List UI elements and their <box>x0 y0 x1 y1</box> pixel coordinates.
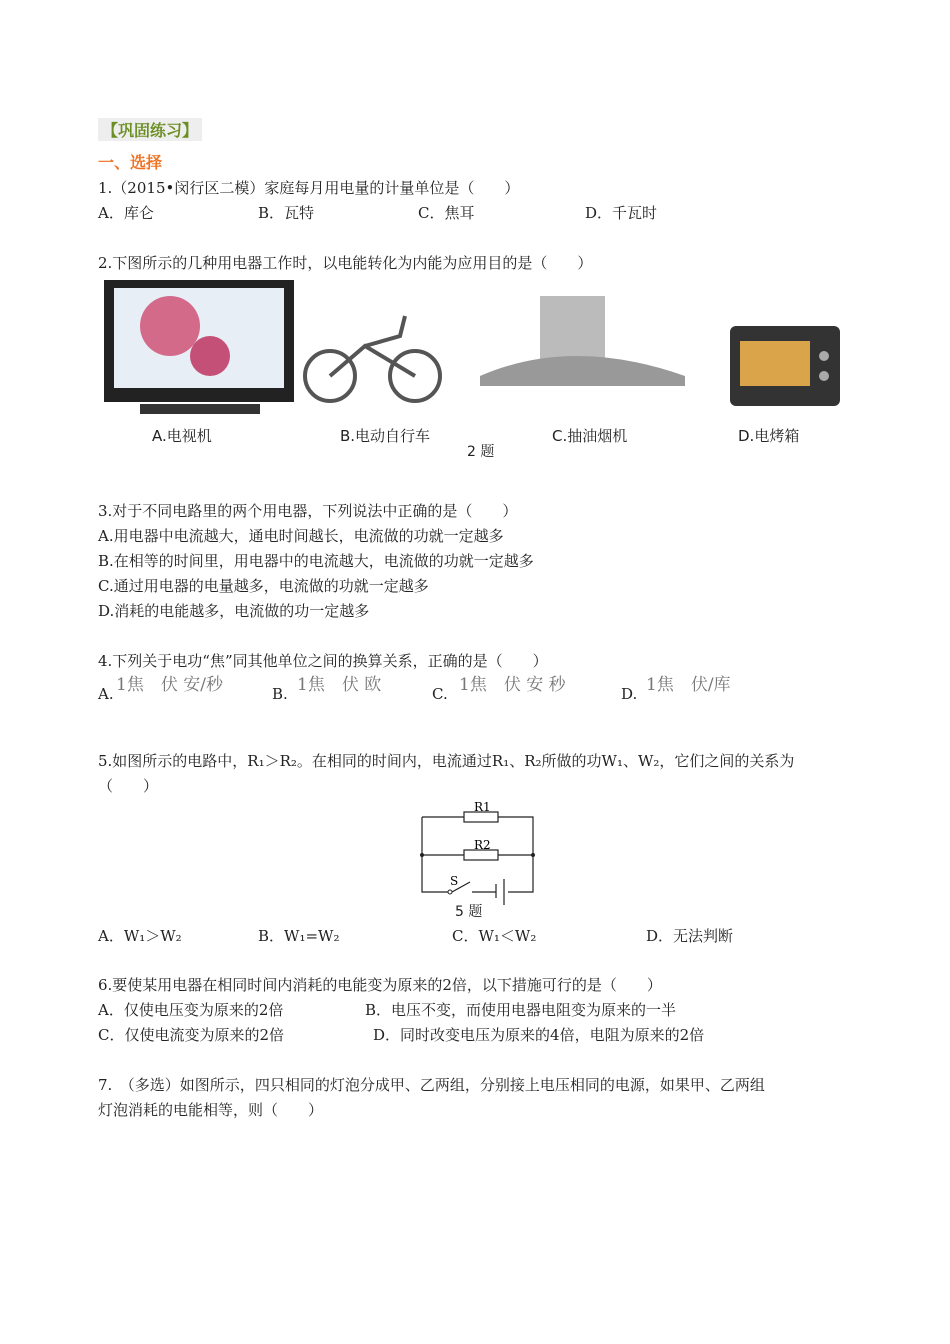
q6-option-b: B．电压不变，而使用电器电阻变为原来的一半 <box>365 1001 677 1019</box>
q1-option-c: C．焦耳 <box>418 204 475 222</box>
q2-label-d: D.电烤箱 <box>738 427 800 445</box>
q5-option-b: B．W₁=W₂ <box>258 927 340 945</box>
q2-appliance-images <box>100 276 860 426</box>
q5-circuit-diagram <box>400 795 560 905</box>
q5-option-a: A．W₁＞W₂ <box>98 927 182 945</box>
q6-option-d: D．同时改变电压为原来的4倍，电阻为原来的2倍 <box>373 1026 705 1044</box>
q1-option-a: A．库仑 <box>98 204 154 222</box>
q6-stem: 6.要使某用电器在相同时间内消耗的电能变为原来的2倍，以下措施可行的是（ ） <box>98 976 662 994</box>
r1-label: R1 <box>474 800 491 814</box>
q5-caption: 5 题 <box>455 904 483 920</box>
q4-letter-d: D. <box>621 685 638 703</box>
q4-letter-a: A. <box>98 685 114 703</box>
q4-letter-c: C. <box>432 685 448 703</box>
range-hood-image <box>480 296 685 386</box>
q2-label-c: C.抽油烟机 <box>552 427 628 445</box>
q2-caption: 2 题 <box>467 444 495 460</box>
q3-option-c: C.通过用电器的电量越多，电流做的功就一定越多 <box>98 577 429 595</box>
q2-stem: 2.下图所示的几种用电器工作时，以电能转化为内能为应用目的是（ ） <box>98 254 593 272</box>
q3-option-a: A.用电器中电流越大，通电时间越长，电流做的功就一定越多 <box>98 527 504 545</box>
q5-option-d: D．无法判断 <box>646 927 734 945</box>
q3-option-b: B.在相等的时间里，用电器中的电流越大，电流做的功就一定越多 <box>98 552 534 570</box>
section-title: 一、选择 <box>98 153 163 172</box>
q2-label-a: A.电视机 <box>152 427 212 445</box>
q4-option-b: 1焦 伏 欧 <box>297 675 382 695</box>
r2-label: R2 <box>474 838 491 852</box>
tv-image <box>104 280 294 414</box>
q6-option-a: A．仅使电压变为原来的2倍 <box>98 1001 284 1019</box>
q5-stem: 5.如图所示的电路中，R₁＞R₂。在相同的时间内，电流通过R₁、R₂所做的功W₁、W₂，它们之间的关系为 <box>98 752 795 770</box>
q5-stem-cont: （ ） <box>98 777 159 795</box>
heading: 【巩固练习】 <box>98 118 202 141</box>
q4-option-a: 1焦 伏 安/秒 <box>116 675 223 695</box>
q4-letter-b: B. <box>272 685 288 703</box>
q4-stem: 4.下列关于电功“焦”同其他单位之间的换算关系，正确的是（ ） <box>98 652 548 670</box>
q6-option-c: C．仅使电流变为原来的2倍 <box>98 1026 285 1044</box>
q4-option-d: 1焦 伏/库 <box>646 675 731 695</box>
q4-option-c: 1焦 伏 安 秒 <box>459 675 566 695</box>
q3-stem: 3.对于不同电路里的两个用电器，下列说法中正确的是（ ） <box>98 502 518 520</box>
q1-stem: 1.（2015•闵行区二模）家庭每月用电量的计量单位是（ ） <box>98 179 520 197</box>
q3-option-d: D.消耗的电能越多，电流做的功一定越多 <box>98 602 370 620</box>
q7-stem-cont: 灯泡消耗的电能相等，则（ ） <box>98 1101 324 1119</box>
q1-option-b: B．瓦特 <box>258 204 315 222</box>
q1-option-d: D．千瓦时 <box>585 204 658 222</box>
q7-stem: 7. （多选）如图所示，四只相同的灯泡分成甲、乙两组，分别接上电压相同的电源，如果甲、乙两组 <box>98 1076 765 1094</box>
switch-label: S <box>450 874 459 888</box>
oven-image <box>730 326 840 406</box>
q5-option-c: C．W₁＜W₂ <box>452 927 537 945</box>
ebike-image <box>305 316 440 401</box>
q2-label-b: B.电动自行车 <box>340 427 431 445</box>
